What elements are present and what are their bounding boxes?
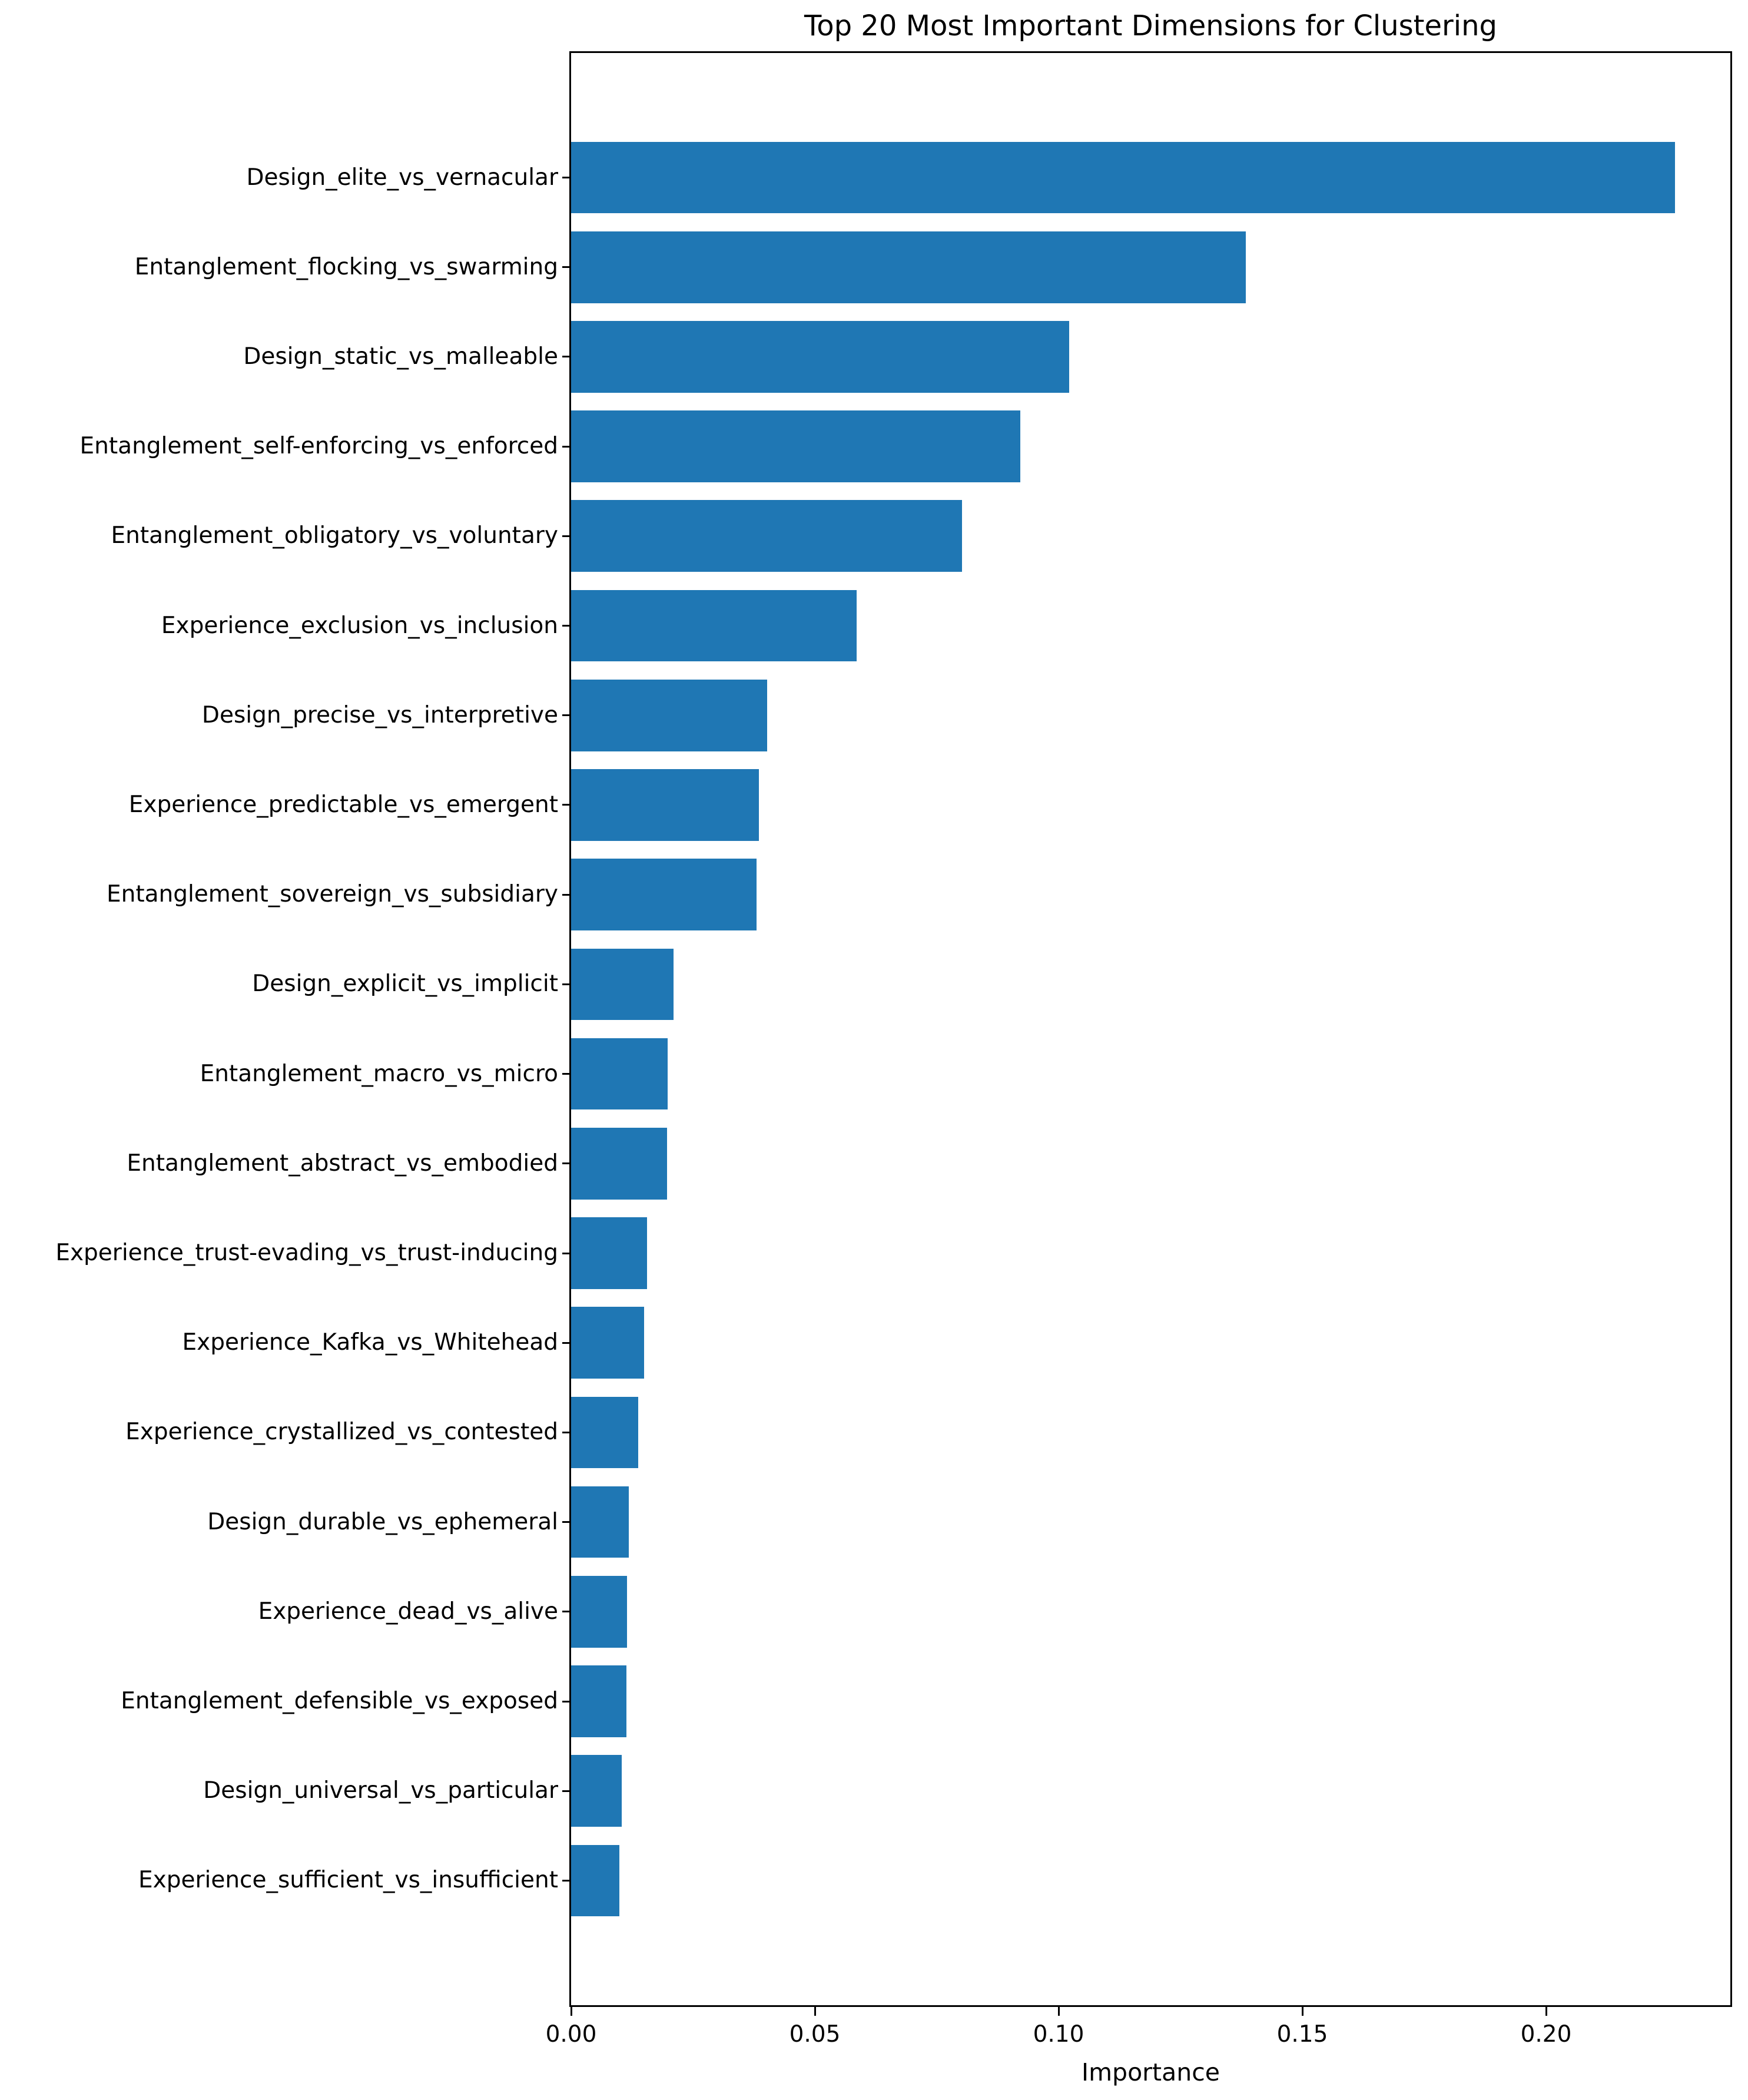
y-tick-label: Experience_Kafka_vs_Whitehead bbox=[182, 1329, 558, 1356]
y-tick-mark bbox=[562, 446, 571, 448]
bar bbox=[571, 321, 1069, 393]
x-tick-mark bbox=[570, 2007, 572, 2016]
y-tick-mark bbox=[562, 894, 571, 896]
bar bbox=[571, 1665, 626, 1737]
y-tick-mark bbox=[562, 625, 571, 627]
y-tick-mark bbox=[562, 1073, 571, 1075]
y-tick-mark bbox=[562, 356, 571, 357]
bar bbox=[571, 859, 757, 930]
bar bbox=[571, 1397, 638, 1469]
y-tick-label: Experience_crystallized_vs_contested bbox=[125, 1419, 558, 1446]
y-tick-mark bbox=[562, 1342, 571, 1344]
bar bbox=[571, 1755, 622, 1827]
x-tick-mark bbox=[814, 2007, 816, 2016]
y-tick-label: Experience_predictable_vs_emergent bbox=[128, 791, 558, 818]
y-tick-label: Design_explicit_vs_implicit bbox=[252, 970, 558, 998]
bar bbox=[571, 1576, 627, 1648]
y-tick-label: Experience_sufficient_vs_insufficient bbox=[138, 1867, 558, 1894]
x-tick-label: 0.10 bbox=[1033, 2021, 1084, 2048]
y-tick-label: Experience_trust-evading_vs_trust-inducing bbox=[55, 1240, 558, 1266]
bar bbox=[571, 1845, 619, 1917]
x-tick-mark bbox=[1545, 2007, 1547, 2016]
y-tick-label: Design_elite_vs_vernacular bbox=[246, 164, 558, 191]
y-tick-label: Entanglement_defensible_vs_exposed bbox=[121, 1688, 558, 1715]
y-tick-label: Entanglement_abstract_vs_embodied bbox=[127, 1150, 558, 1177]
y-tick-mark bbox=[562, 1521, 571, 1523]
y-tick-mark bbox=[562, 1162, 571, 1164]
y-tick-label: Entanglement_sovereign_vs_subsidiary bbox=[106, 881, 558, 908]
chart-title: Top 20 Most Important Dimensions for Clustering bbox=[804, 9, 1497, 42]
x-axis-label: Importance bbox=[1082, 2058, 1220, 2086]
bar bbox=[571, 1307, 644, 1379]
x-tick-label: 0.05 bbox=[789, 2021, 841, 2048]
y-tick-mark bbox=[562, 266, 571, 268]
x-tick-label: 0.20 bbox=[1520, 2021, 1572, 2048]
bar bbox=[571, 680, 767, 751]
y-tick-mark bbox=[562, 1432, 571, 1433]
bar bbox=[571, 410, 1020, 482]
bar bbox=[571, 142, 1675, 214]
y-tick-label: Design_precise_vs_interpretive bbox=[201, 701, 558, 728]
y-tick-mark bbox=[562, 535, 571, 537]
bar bbox=[571, 1486, 629, 1558]
bar bbox=[571, 1128, 667, 1200]
x-tick-label: 0.00 bbox=[545, 2021, 597, 2048]
y-tick-label: Entanglement_obligatory_vs_voluntary bbox=[111, 522, 558, 549]
y-tick-mark bbox=[562, 1880, 571, 1882]
y-tick-mark bbox=[562, 983, 571, 985]
bar bbox=[571, 949, 674, 1021]
bar bbox=[571, 769, 759, 841]
x-tick-label: 0.15 bbox=[1276, 2021, 1328, 2048]
bar bbox=[571, 231, 1246, 303]
bar bbox=[571, 500, 962, 572]
y-tick-label: Design_universal_vs_particular bbox=[203, 1777, 558, 1804]
y-tick-label: Experience_exclusion_vs_inclusion bbox=[161, 612, 558, 639]
y-tick-label: Experience_dead_vs_alive bbox=[258, 1598, 558, 1625]
y-tick-label: Entanglement_macro_vs_micro bbox=[200, 1060, 558, 1087]
x-tick-mark bbox=[1058, 2007, 1060, 2016]
x-tick-mark bbox=[1302, 2007, 1303, 2016]
y-tick-label: Entanglement_self-enforcing_vs_enforced bbox=[79, 433, 558, 460]
bar bbox=[571, 590, 857, 662]
y-tick-label: Design_static_vs_malleable bbox=[243, 343, 558, 370]
y-tick-mark bbox=[562, 1253, 571, 1254]
y-tick-mark bbox=[562, 1611, 571, 1612]
y-tick-mark bbox=[562, 714, 571, 716]
bar bbox=[571, 1038, 668, 1110]
y-tick-mark bbox=[562, 1701, 571, 1702]
y-tick-mark bbox=[562, 177, 571, 178]
bar bbox=[571, 1217, 647, 1289]
y-tick-mark bbox=[562, 1790, 571, 1792]
y-tick-label: Design_durable_vs_ephemeral bbox=[207, 1508, 558, 1535]
plot-area bbox=[569, 51, 1732, 2007]
y-tick-label: Entanglement_flocking_vs_swarming bbox=[134, 253, 558, 280]
y-tick-mark bbox=[562, 804, 571, 806]
